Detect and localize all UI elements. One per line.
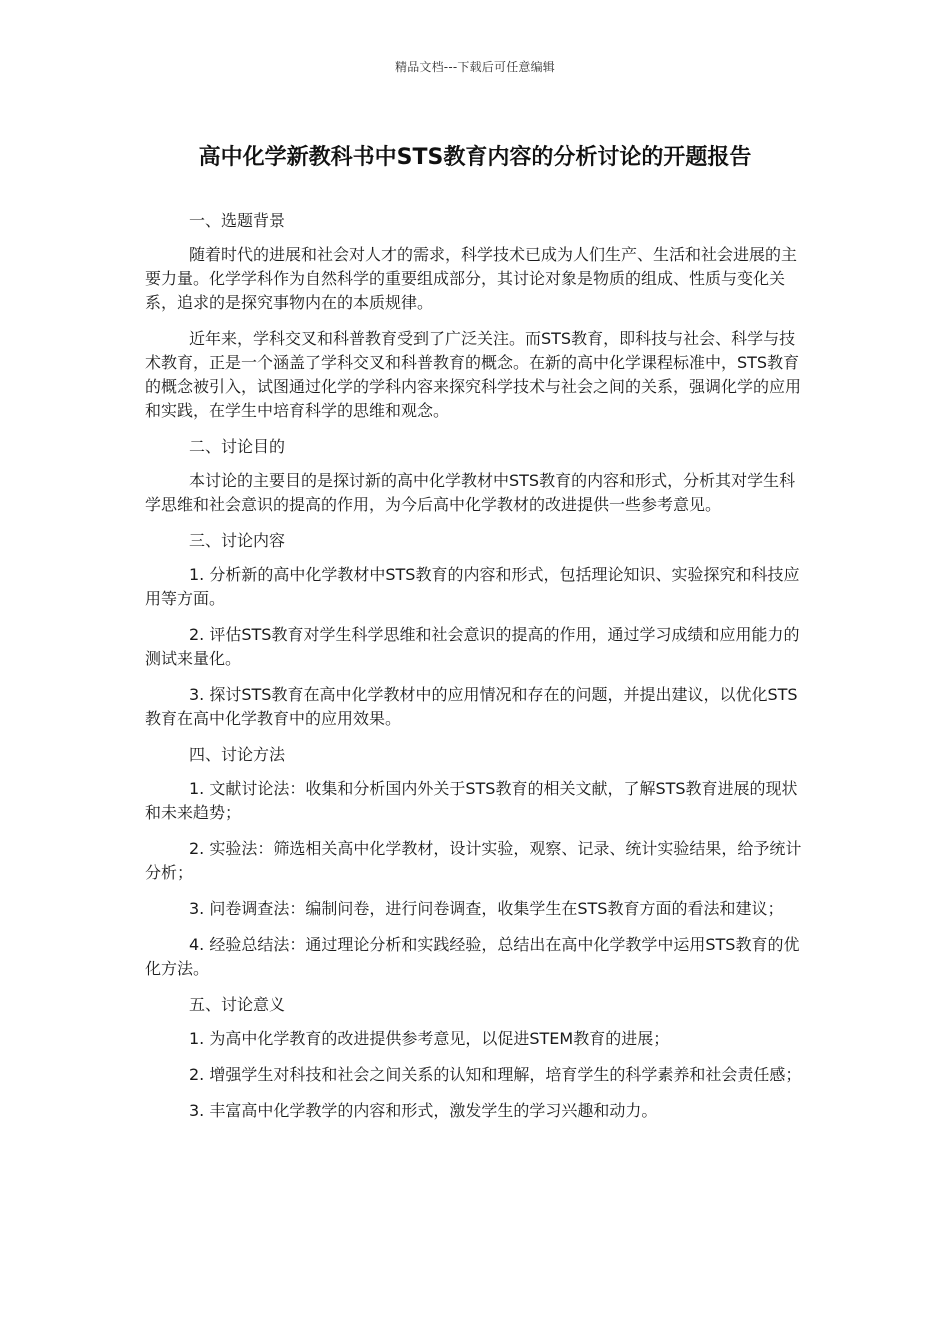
document-title: 高中化学新教科书中STS教育内容的分析讨论的开题报告 [198, 145, 752, 170]
section-heading-purpose: 二、讨论目的 [189, 437, 286, 456]
list-item: 1. 分析新的高中化学教材中STS教育的内容和形式，包括理论知识、实验探究和科技应用等方面。 [145, 565, 800, 608]
list-item: 1. 为高中化学教育的改进提供参考意见，以促进STEM教育的进展； [189, 1029, 670, 1048]
header-note: 精品文档---下载后可任意编辑 [395, 60, 555, 74]
paragraph: 随着时代的进展和社会对人才的需求，科学技术已成为人们生产、生活和社会进展的主要力量。化学学科作为自然科学的重要组成部分，其讨论对象是物质的组成、性质与变化关系，追求的是探究事物内在的本质规律。 [145, 245, 798, 312]
list-item: 2. 实验法：筛选相关高中化学教材，设计实验，观察、记录、统计实验结果，给予统计分析； [145, 839, 802, 882]
section-heading-background: 一、选题背景 [189, 211, 286, 230]
document-body [145, 209, 805, 1135]
list-item: 3. 探讨STS教育在高中化学教材中的应用情况和存在的问题，并提出建议，以优化STS教育在高中化学教育中的应用效果。 [145, 685, 798, 728]
list-item: 3. 问卷调查法：编制问卷，进行问卷调查，收集学生在STS教育方面的看法和建议； [189, 899, 784, 918]
list-item: 4. 经验总结法：通过理论分析和实践经验，总结出在高中化学教学中运用STS教育的优化方法。 [145, 935, 800, 978]
list-item: 1. 文献讨论法：收集和分析国内外关于STS教育的相关文献，了解STS教育进展的现状和未来趋势； [145, 779, 798, 822]
paragraph: 本讨论的主要目的是探讨新的高中化学教材中STS教育的内容和形式，分析其对学生科学思维和社会意识的提高的作用，为今后高中化学教材的改进提供一些参考意见。 [145, 471, 796, 514]
list-item: 3. 丰富高中化学教学的内容和形式，激发学生的学习兴趣和动力。 [189, 1101, 658, 1120]
list-item: 2. 增强学生对科技和社会之间关系的认知和理解，培育学生的科学素养和社会责任感； [189, 1065, 802, 1084]
section-heading-content: 三、讨论内容 [189, 531, 286, 550]
list-item: 2. 评估STS教育对学生科学思维和社会意识的提高的作用，通过学习成绩和应用能力的测试来量化。 [145, 625, 800, 668]
section-heading-methods: 四、讨论方法 [189, 745, 286, 764]
paragraph: 近年来，学科交叉和科普教育受到了广泛关注。而STS教育，即科技与社会、科学与技术教育，正是一个涵盖了学科交叉和科普教育的概念。在新的高中化学课程标准中，STS教育的概念被引入，试图通过化学的学科内容来探究科学技术与社会之间的关系，强调化学的应用和实践，在学生中培育科学的思维和观念。 [145, 329, 802, 420]
section-heading-significance: 五、讨论意义 [189, 995, 286, 1014]
